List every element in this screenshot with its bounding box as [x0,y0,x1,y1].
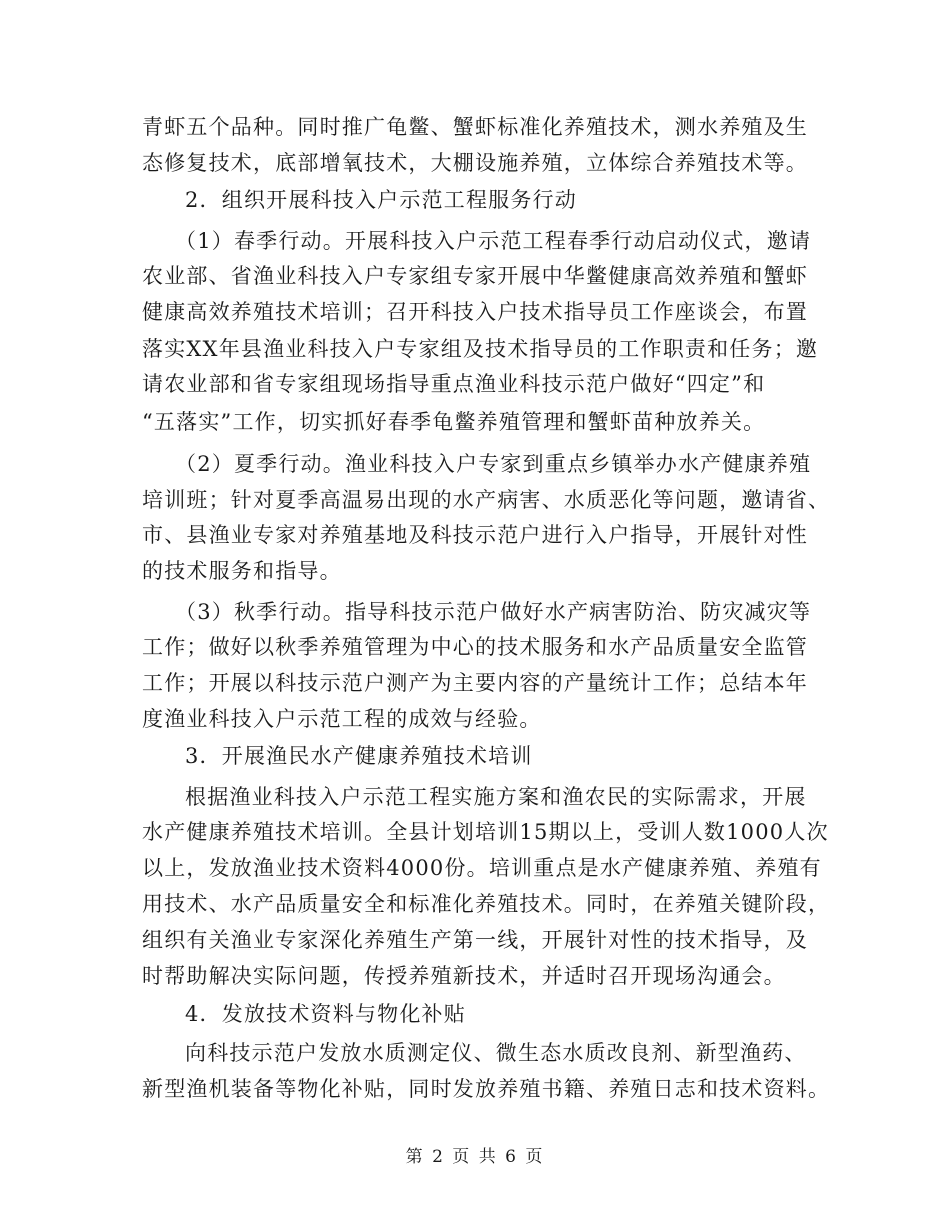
body-line: 工作；做好以秋季养殖管理为中心的技术服务和水产品质量安全监管 [142,635,808,659]
body-line: 青虾五个品种。同时推广龟鳖、蟹虾标准化养殖技术，测水养殖及生 [142,115,808,139]
body-line: 的技术服务和指导。 [142,559,342,583]
section-heading: 2．组织开展科技入户示范工程服务行动 [185,188,577,212]
body-line: 态修复技术，底部增氧技术，大棚设施养殖，立体综合养殖技术等。 [142,151,808,175]
body-line: 培训班；针对夏季高温易出现的水产病害、水质恶化等问题，邀请省、 [142,488,831,512]
body-line: 水产健康养殖技术培训。全县计划培训15期以上，受训人数1000人次 [142,820,829,844]
body-line: 健康高效养殖技术培训；召开科技入户技术指导员工作座谈会，布置 [142,300,808,324]
section-heading: 4．发放技术资料与物化补贴 [185,1002,466,1026]
paragraph-start: （3）秋季行动。指导科技示范户做好水产病害防治、防灾减灾等 [175,600,812,624]
body-line: 农业部、省渔业科技入户专家组专家开展中华鳖健康高效养殖和蟹虾 [142,264,808,288]
body-line: 度渔业科技入户示范工程的成效与经验。 [142,707,542,731]
paragraph-start: 根据渔业科技入户示范工程实施方案和渔农民的实际需求，开展 [185,785,807,809]
body-line: 工作；开展以科技示范户测产为主要内容的产量统计工作；总结本年 [142,671,808,695]
body-line: 请农业部和省专家组现场指导重点渔业科技示范户做好“四定”和 [142,372,766,396]
body-line: 组织有关渔业专家深化养殖生产第一线，开展针对性的技术指导，及 [142,928,808,952]
body-line: “五落实”工作，切实抓好春季龟鳖养殖管理和蟹虾苗种放养关。 [142,410,766,434]
body-line: 以上，发放渔业技术资料4000份。培训重点是水产健康养殖、养殖有 [142,856,822,880]
body-line: 新型渔机装备等物化补贴，同时发放养殖书籍、养殖日志和技术资料。 [142,1077,831,1101]
body-line: 市、县渔业专家对养殖基地及科技示范户进行入户指导，开展针对性 [142,523,808,547]
paragraph-start: 向科技示范户发放水质测定仪、微生态水质改良剂、新型渔药、 [185,1041,807,1065]
body-line: 用技术、水产品质量安全和标准化养殖技术。同时，在养殖关键阶段， [142,892,831,916]
paragraph-start: （1）春季行动。开展科技入户示范工程春季行动启动仪式，邀请 [175,229,812,253]
paragraph-start: （2）夏季行动。渔业科技入户专家到重点乡镇举办水产健康养殖 [175,452,812,476]
page-number-footer: 第 2 页 共 6 页 [405,1147,545,1167]
body-line: 时帮助解决实际问题，传授养殖新技术，并适时召开现场沟通会。 [142,964,786,988]
body-line: 落实XX年县渔业科技入户专家组及技术指导员的工作职责和任务；邀 [142,337,819,361]
section-heading: 3．开展渔民水产健康养殖技术培训 [185,744,533,768]
